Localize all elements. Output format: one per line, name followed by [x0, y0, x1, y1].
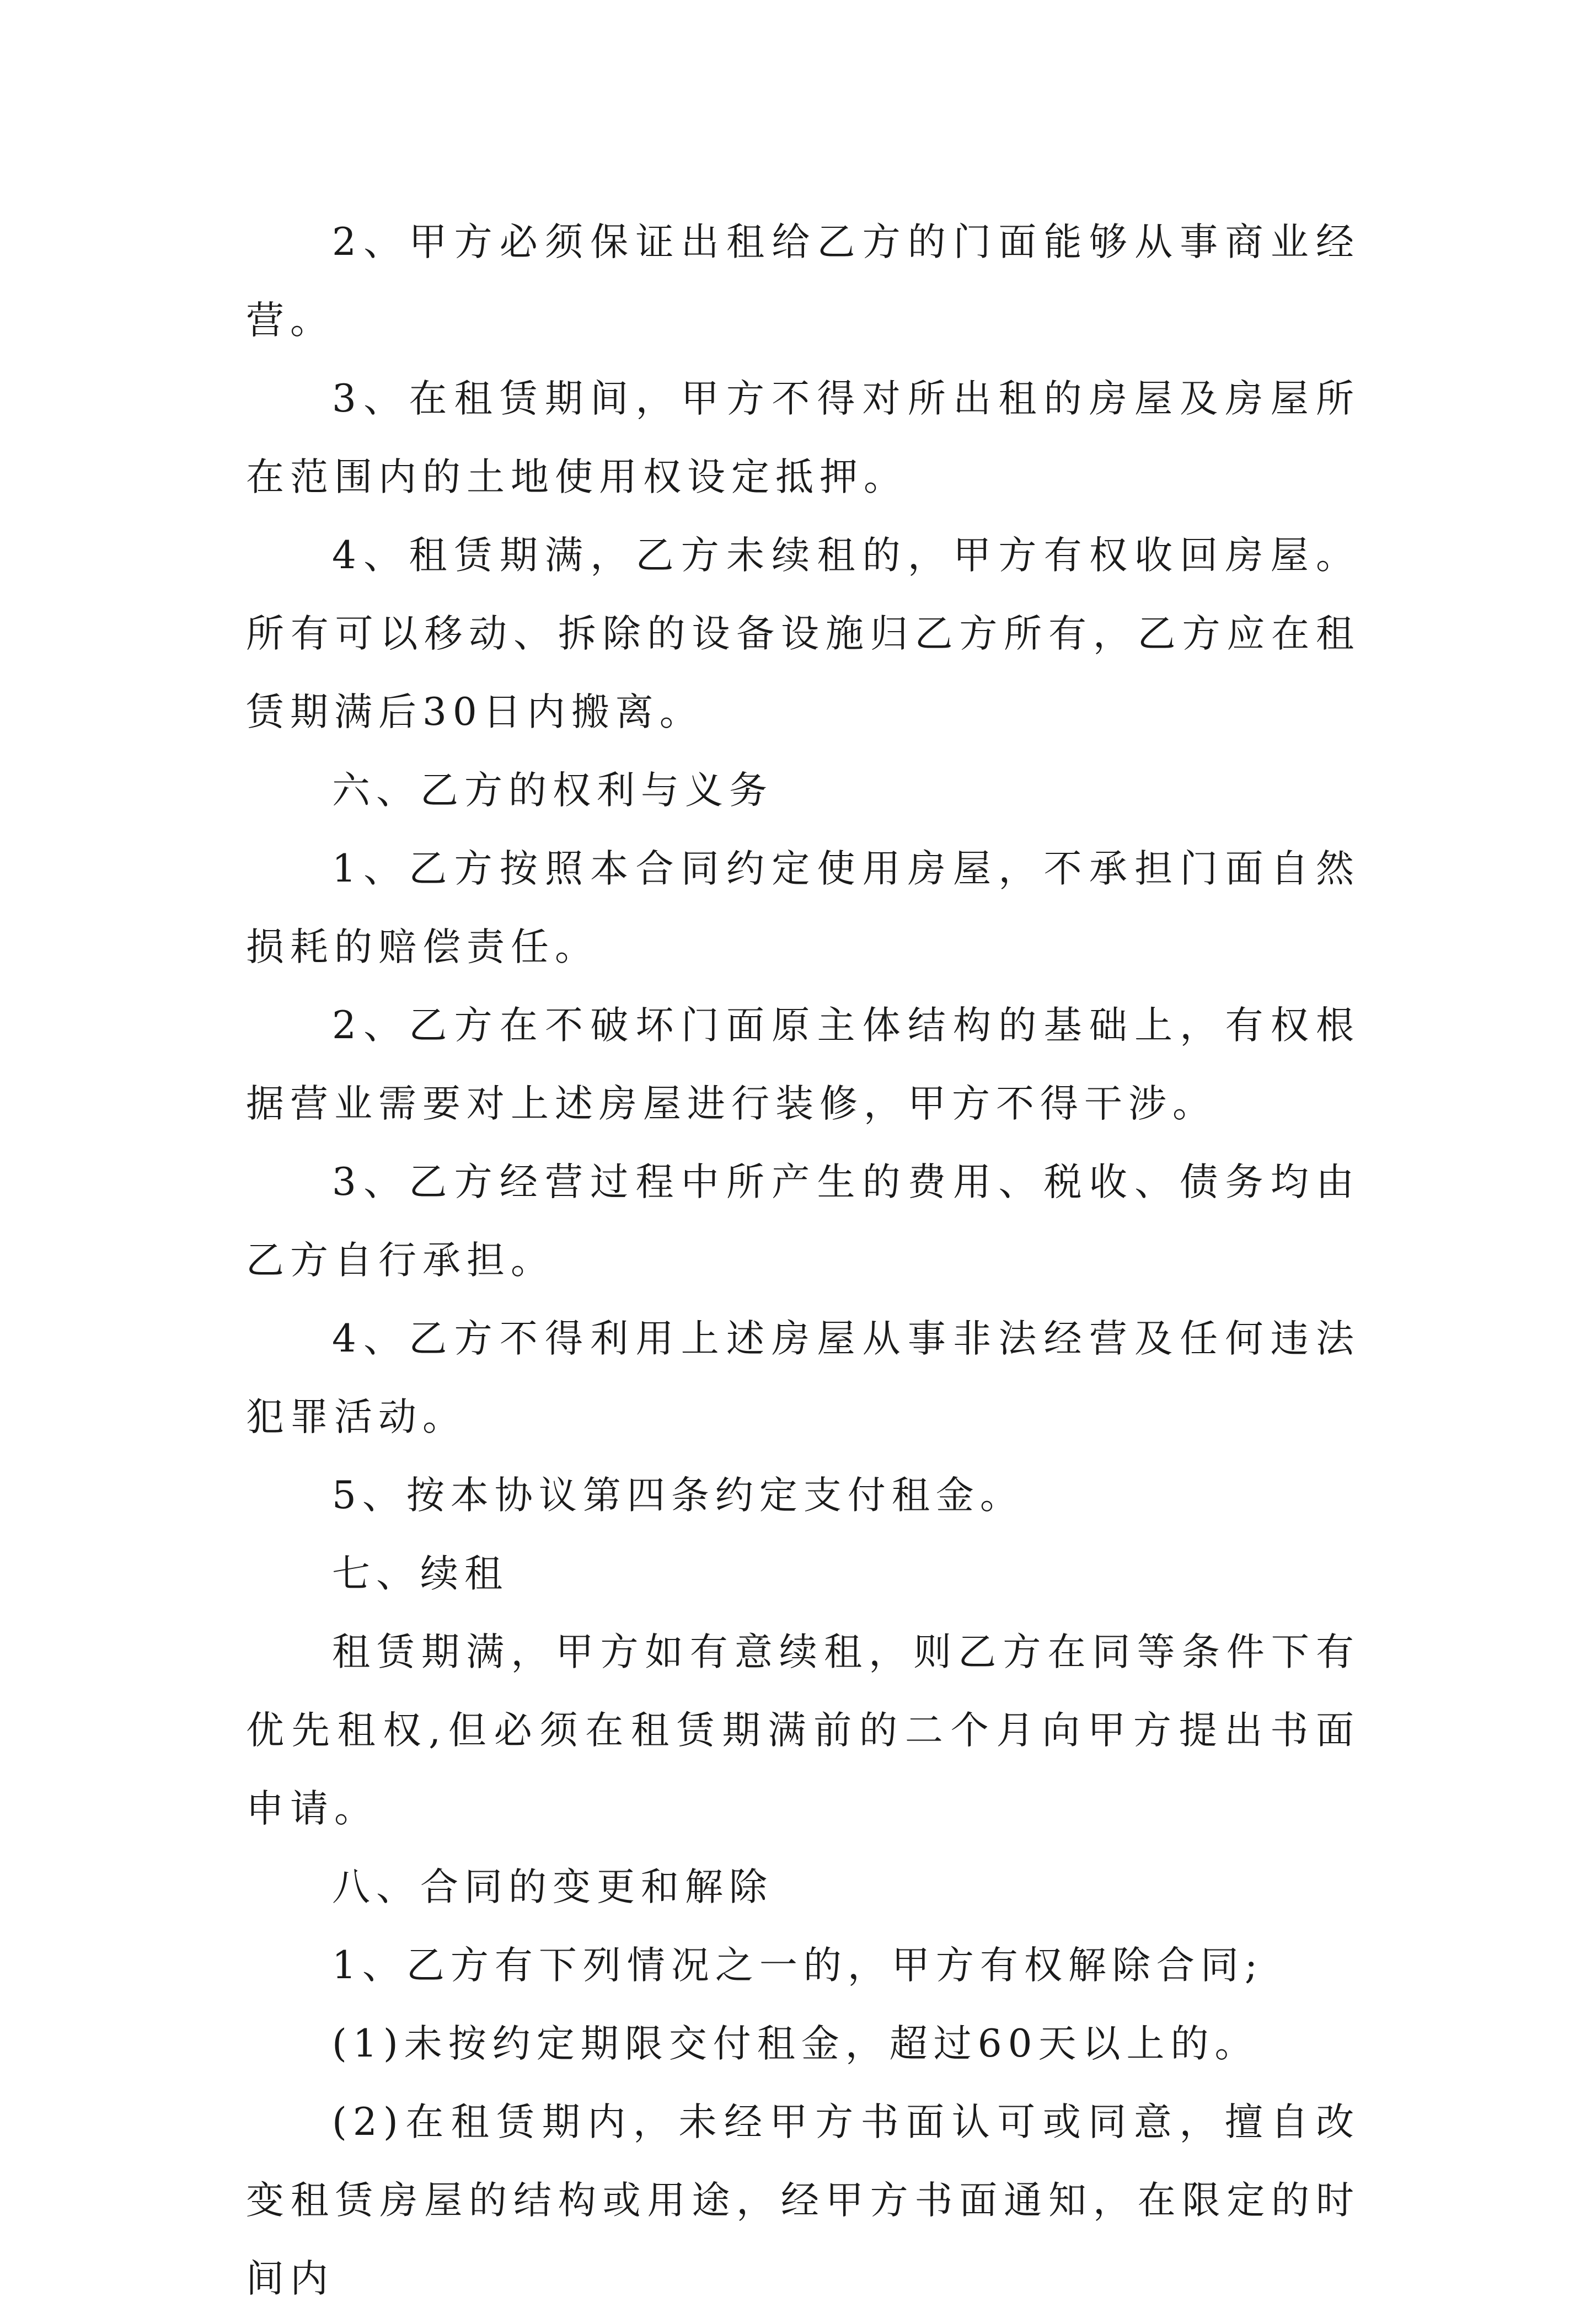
paragraph: 4、租赁期满，乙方未续租的，甲方有权收回房屋。所有可以移动、拆除的设备设施归乙方所有，乙方应在租赁期满后30日内搬离。 — [246, 533, 1360, 734]
paragraph: 2、乙方在不破坏门面原主体结构的基础上，有权根据营业需要对上述房屋进行装修，甲方不得干涉。 — [246, 1003, 1360, 1126]
paragraph: 租赁期满，甲方如有意续租，则乙方在同等条件下有优先租权,但必须在租赁期满前的二个月向甲方提出书面申请。 — [246, 1630, 1360, 1831]
paragraph: 4、乙方不得利用上述房屋从事非法经营及任何违法犯罪活动。 — [246, 1317, 1360, 1439]
paragraph: 5、按本协议第四条约定支付租金。 — [332, 1473, 1024, 1518]
paragraph: (2)在租赁期内，未经甲方书面认可或同意，擅自改变租赁房屋的结构或用途，经甲方书面通知，在限定的时间内 — [246, 2100, 1360, 2301]
section-heading: 六、乙方的权利与义务 — [332, 768, 773, 813]
paragraph: 1、乙方按照本合同约定使用房屋，不承担门面自然损耗的赔偿责任。 — [246, 847, 1360, 969]
paragraph: 3、在租赁期间，甲方不得对所出租的房屋及房屋所在范围内的土地使用权设定抵押。 — [246, 377, 1360, 499]
paragraph: 3、乙方经营过程中所产生的费用、税收、债务均由乙方自行承担。 — [246, 1160, 1360, 1283]
paragraph: 2、甲方必须保证出租给乙方的门面能够从事商业经营。 — [246, 220, 1360, 343]
paragraph: (1)未按约定期限交付租金，超过60天以上的。 — [332, 2022, 1259, 2066]
document-body — [246, 203, 1360, 2318]
paragraph: 1、乙方有下列情况之一的，甲方有权解除合同; — [332, 1943, 1264, 1988]
section-heading: 八、合同的变更和解除 — [332, 1865, 773, 1909]
section-heading: 七、续租 — [332, 1552, 508, 1596]
